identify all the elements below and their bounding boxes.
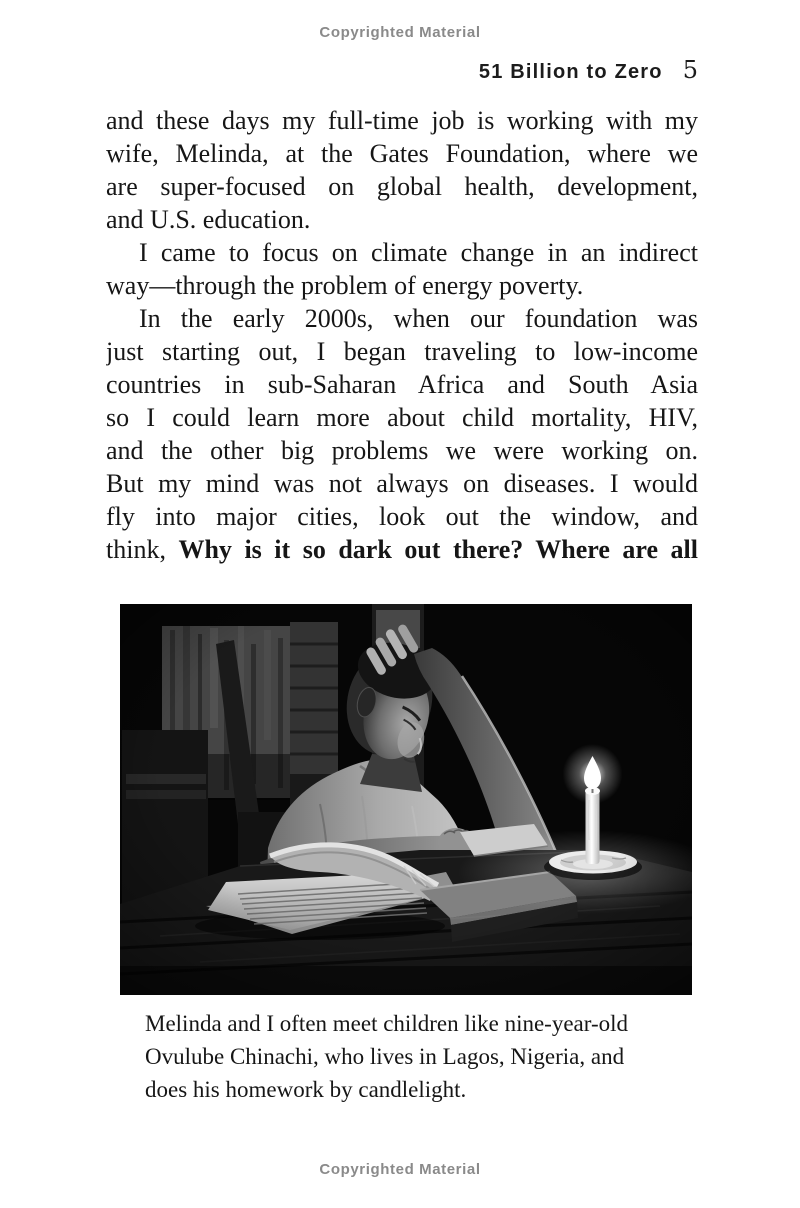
figure-caption bbox=[145, 1007, 690, 1106]
body-line: are super-focused on global health, development, bbox=[106, 172, 698, 201]
body-line: I came to focus on climate change in an indirect bbox=[139, 238, 698, 267]
body-line: and the other big problems we were working on. bbox=[106, 436, 698, 465]
photo-child-homework-candlelight bbox=[120, 604, 692, 995]
page-number: 5 bbox=[682, 56, 698, 84]
body-line: But my mind was not always on diseases. I would bbox=[106, 469, 698, 498]
chapter-title: 51 Billion to Zero bbox=[478, 61, 663, 83]
body-line: wife, Melinda, at the Gates Foundation, where we bbox=[106, 139, 698, 168]
body-text bbox=[106, 104, 698, 566]
running-header bbox=[106, 56, 698, 82]
body-line: and these days my full-time job is working with my bbox=[106, 106, 698, 135]
body-line: and U.S. education. bbox=[106, 205, 311, 234]
body-line: way—through the problem of energy poverty. bbox=[106, 271, 584, 300]
caption-line: Ovulube Chinachi, who lives in Lagos, Nigeria, and bbox=[145, 1044, 625, 1069]
photo-vignette bbox=[120, 604, 692, 995]
body-line bbox=[106, 533, 698, 566]
body-line-bold-emphasis: Why is it so dark out there? Where are all bbox=[178, 535, 698, 564]
body-line: fly into major cities, look out the window, and bbox=[106, 502, 698, 531]
body-line: In the early 2000s, when our foundation was bbox=[139, 304, 698, 333]
copyright-banner-top: Copyrighted Material bbox=[319, 24, 481, 41]
body-line: just starting out, I began traveling to low-income bbox=[106, 337, 698, 366]
caption-line: Melinda and I often meet children like nine-year-old bbox=[145, 1011, 628, 1036]
copyright-banner-bottom: Copyrighted Material bbox=[319, 1161, 481, 1178]
caption-line: does his homework by candlelight. bbox=[145, 1077, 467, 1102]
body-line: countries in sub-Saharan Africa and South Asia bbox=[106, 370, 698, 399]
body-line-normal: think, bbox=[106, 535, 179, 564]
body-line: so I could learn more about child mortality, HIV, bbox=[106, 403, 698, 432]
